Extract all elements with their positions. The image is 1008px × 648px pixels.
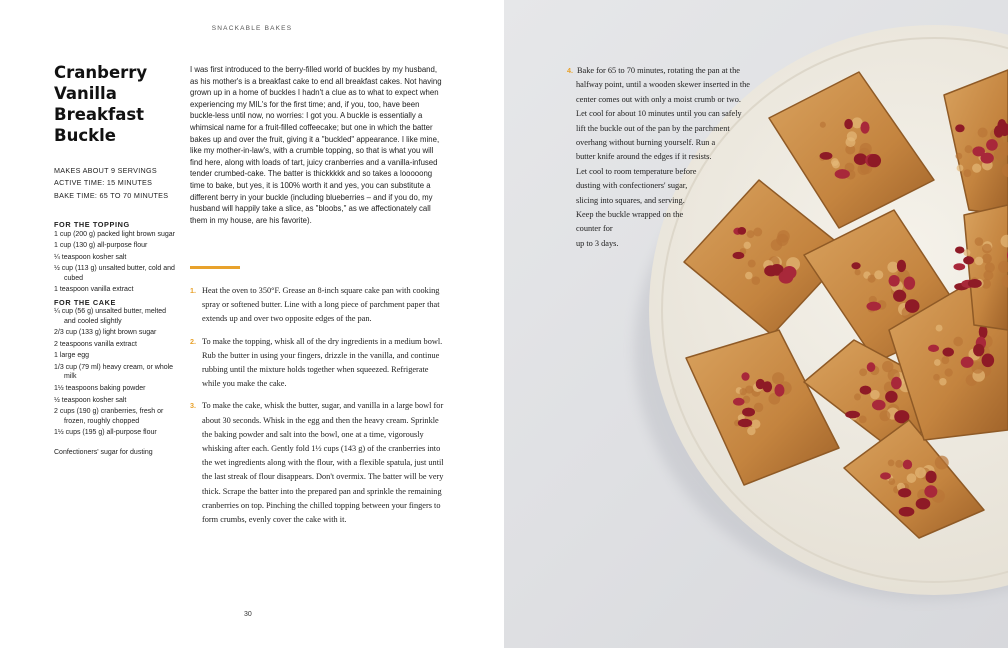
crumb	[832, 161, 840, 169]
cranberry	[774, 384, 784, 397]
cake-ingredient: 1½ teaspoons baking powder	[54, 384, 146, 392]
step-4-line: Let cool to room temperature before	[576, 166, 697, 176]
cranberry	[820, 152, 833, 160]
crumb	[933, 374, 940, 381]
topping-ingredient: ¼ teaspoon kosher salt	[54, 253, 127, 261]
title-line: Breakfast	[54, 105, 145, 124]
cake-heading: FOR THE CAKE	[54, 297, 116, 307]
step-4-line: Keep the buckle wrapped on the	[576, 210, 684, 220]
cranberry	[851, 262, 860, 269]
cranberry	[942, 348, 953, 357]
cranberry	[741, 372, 749, 381]
topping-ingredient: 1 teaspoon vanilla extract	[54, 286, 134, 294]
step-4-line: 4. Bake for 65 to 70 minutes, rotating the pan at the	[567, 66, 740, 75]
cranberry	[835, 169, 850, 179]
cranberry	[872, 400, 886, 411]
cake-ingredient: 2 teaspoons vanilla extract	[54, 340, 137, 348]
step-4-line: center comes out with only a moist crumb or two.	[576, 94, 741, 104]
cranberry	[904, 276, 916, 289]
crumb	[953, 337, 963, 347]
cranberry	[972, 146, 985, 156]
crumb	[975, 237, 984, 246]
crumb	[982, 244, 992, 254]
crumb	[975, 257, 984, 266]
cake-ingredient: 1½ cups (195 g) all-purpose flour	[54, 429, 157, 437]
cake-ingredient: ½ teaspoon kosher salt	[54, 396, 127, 404]
servings: MAKES ABOUT 9 SERVINGS	[54, 166, 157, 175]
cake-ingredient: 1 large egg	[54, 352, 90, 360]
cranberry	[953, 263, 965, 270]
cranberry	[899, 507, 915, 517]
topping-heading: FOR THE TOPPING	[54, 220, 130, 229]
crumb	[748, 260, 756, 268]
method-steps	[190, 284, 445, 535]
step-text: Heat the oven to 350°F. Grease an 8-inch square cake pan with cooking spray or softened butter. Line with a long piece of parchment paper that extends up and over two opposite edges of the pan.	[202, 286, 440, 324]
cranberry	[860, 121, 869, 133]
step-number: 1.	[190, 286, 196, 295]
method-step-4	[567, 64, 782, 251]
cranberry	[742, 408, 755, 417]
cranberry	[982, 353, 995, 367]
crumb	[745, 272, 753, 280]
cranberry	[955, 124, 964, 132]
cranberry	[893, 290, 906, 302]
crumb	[907, 473, 917, 483]
crumb	[965, 145, 973, 153]
crumb	[945, 368, 953, 376]
cake-ingredient: 2/3 cup (133 g) light brown sugar	[54, 329, 157, 337]
cranberry	[955, 246, 965, 253]
crumb	[772, 372, 784, 384]
cranberry	[897, 260, 906, 272]
cranberry	[903, 460, 912, 470]
crumb	[939, 378, 946, 385]
crumb	[874, 270, 883, 279]
step-4-line: Let cool for about 10 minutes until you can safely	[576, 109, 742, 119]
crumb	[879, 410, 890, 421]
cranberry	[928, 345, 939, 352]
cranberry	[854, 153, 867, 165]
yield-info	[54, 165, 184, 202]
topping-ingredient: ½ cup (113 g) unsalted butter, cold and cubed	[54, 265, 175, 282]
cake-list	[54, 307, 178, 437]
cranberry	[845, 411, 860, 419]
cake-ingredient: ¼ cup (56 g) unsalted butter, melted and cooled slightly	[54, 308, 167, 325]
cranberry	[844, 119, 853, 129]
crumb	[845, 137, 855, 147]
cranberry	[782, 266, 796, 279]
ingredients	[54, 218, 178, 457]
cranberry	[868, 154, 881, 167]
step-4-line: butter knife around the edges if it resists.	[576, 152, 712, 162]
crumb	[855, 269, 861, 275]
crumb	[935, 456, 949, 470]
step-4-line: counter for	[576, 224, 613, 234]
crumb	[978, 128, 988, 138]
crumb	[915, 467, 926, 478]
active-time: ACTIVE TIME: 15 MINUTES	[54, 178, 153, 188]
step-4-line: lift the buckle out of the pan by the parchment	[576, 123, 730, 133]
method-step	[190, 335, 445, 392]
recipe-title	[54, 62, 174, 146]
cranberry	[973, 344, 984, 357]
topping-ingredient: 1 cup (130 g) all-purpose flour	[54, 242, 148, 250]
crumb	[754, 403, 764, 413]
crumb	[936, 325, 943, 332]
crumb	[957, 165, 964, 172]
crumb	[887, 262, 898, 273]
title-line: Buckle	[54, 126, 116, 145]
crumb	[888, 459, 895, 466]
crumb	[956, 153, 963, 160]
title-line: Cranberry	[54, 63, 148, 82]
crumb	[752, 276, 761, 285]
cake-ingredient: 2 cups (190 g) cranberries, fresh or frozen, roughly chopped	[54, 408, 164, 425]
crumb	[972, 164, 981, 173]
crumb	[895, 460, 903, 468]
step-number: 3.	[190, 401, 196, 411]
step-4-line: overhang without burning yourself. Run a	[576, 138, 716, 148]
cranberry	[963, 256, 974, 264]
title-line: Vanilla	[54, 84, 117, 103]
method-step	[190, 284, 445, 327]
crumb	[854, 393, 861, 400]
topping-ingredient: 1 cup (200 g) packed light brown sugar	[54, 230, 176, 238]
method-step	[190, 399, 445, 527]
running-head: SNACKABLE BAKES	[211, 25, 293, 32]
cranberry	[924, 485, 937, 497]
crumb	[820, 122, 826, 128]
crumb	[745, 385, 753, 393]
crumb	[963, 249, 970, 256]
crumb	[751, 419, 760, 428]
crumb	[963, 169, 971, 177]
crumb	[934, 359, 941, 366]
divider-rule	[190, 266, 240, 269]
step-text: To make the topping, whisk all of the dry ingredients in a medium bowl. Rub the butter in using your fingers, drizzle in the vanilla, and continue rubbing until the mixture holds together when squeezed. Refrigerate while you make the cake.	[202, 336, 443, 389]
page-number: 30	[244, 611, 252, 618]
cake-ingredient: 1/3 cup (79 ml) heavy cream, or whole milk	[54, 363, 174, 381]
cranberry	[885, 391, 898, 403]
crumb	[983, 270, 993, 280]
crumb	[941, 356, 949, 364]
step-4-line: dusting with confectioners' sugar,	[576, 181, 688, 191]
cranberry	[756, 379, 765, 389]
cranberry	[889, 275, 900, 287]
crumb	[888, 478, 895, 485]
crumb	[870, 390, 880, 400]
crumb	[860, 143, 872, 155]
crumb	[859, 368, 867, 376]
cranberry	[880, 472, 891, 479]
cranberry	[733, 398, 745, 406]
cranberry	[926, 471, 937, 483]
cranberry	[733, 252, 745, 259]
step-4-line: slicing into squares, and serving.	[576, 195, 685, 205]
cranberry	[891, 377, 902, 390]
headnote: I was first introduced to the berry-filled world of buckles by my husband, as his mother's is a breakfast cake to end all breakfast cakes. Not having grown up in a home of buckles I hadn't a clue as to what to expect when experiencing my MIL's for the first time; and, if you, too, have been buckle-less until now, no worries: I got you. A buckle is essentially a whimsical name for a fruit-filled coffeecake; but one in which the batter bakes up and over the fruit, giving it a "buckled" appearance. I like mine, like my mother-in-law's, with a crumble topping, so that is what you will find here, along with loads of tart, juicy cranberries and a vanilla-infused tender crumbed-cake. The batter is thickkkkk and so takes a looooong time to bake, but yes, it is 100% worth it and yes, you can substitute a different berry in your buckle (including blueberries – and if you do, my husband will happily take a slice, as "bloobs," as we affectionately call them in my house, are his favorite).	[190, 65, 442, 225]
cranberry	[961, 357, 974, 368]
bake-time: BAKE TIME: 65 TO 70 MINUTES	[54, 190, 169, 200]
cranberry	[968, 279, 982, 288]
cranberry	[860, 386, 872, 395]
crumb	[859, 415, 867, 423]
cranberry	[866, 302, 881, 311]
step-text: To make the cake, whisk the butter, sugar, and vanilla in a large bowl for about 30 seconds. Whisk in the egg and then the heavy cream. Sprinkle the baking powder and salt into the bowl, one at a time, vigorously whisking after each. Gently fold 1½ cups (143 g) of the cranberries into the wet ingredients along with the flour, with a flexible spatula, just until the last streak of flour disappears. Don't overmix. The batter will be very thick. Scrape the batter into the prepared pan and sprinkle the remaining cranberries on top. Pinching the chilled topping between your fingers to form crumbs, evenly cover the cake with it.	[202, 401, 444, 525]
step-4-line: halfway point, until a wooden skewer inserted in the	[576, 80, 750, 90]
dusting-ingredient: Confectioners' sugar for dusting	[54, 448, 153, 456]
cranberry	[738, 419, 752, 428]
cranberry	[867, 362, 876, 372]
cranberry	[986, 139, 998, 151]
cranberry	[916, 498, 931, 510]
step-4-line: up to 3 days.	[576, 238, 619, 248]
topping-list	[54, 230, 178, 295]
step-number: 4.	[567, 66, 573, 75]
cranberry	[905, 299, 920, 313]
crumb	[982, 254, 992, 264]
step-number: 2.	[190, 336, 196, 346]
cranberry	[898, 488, 911, 497]
